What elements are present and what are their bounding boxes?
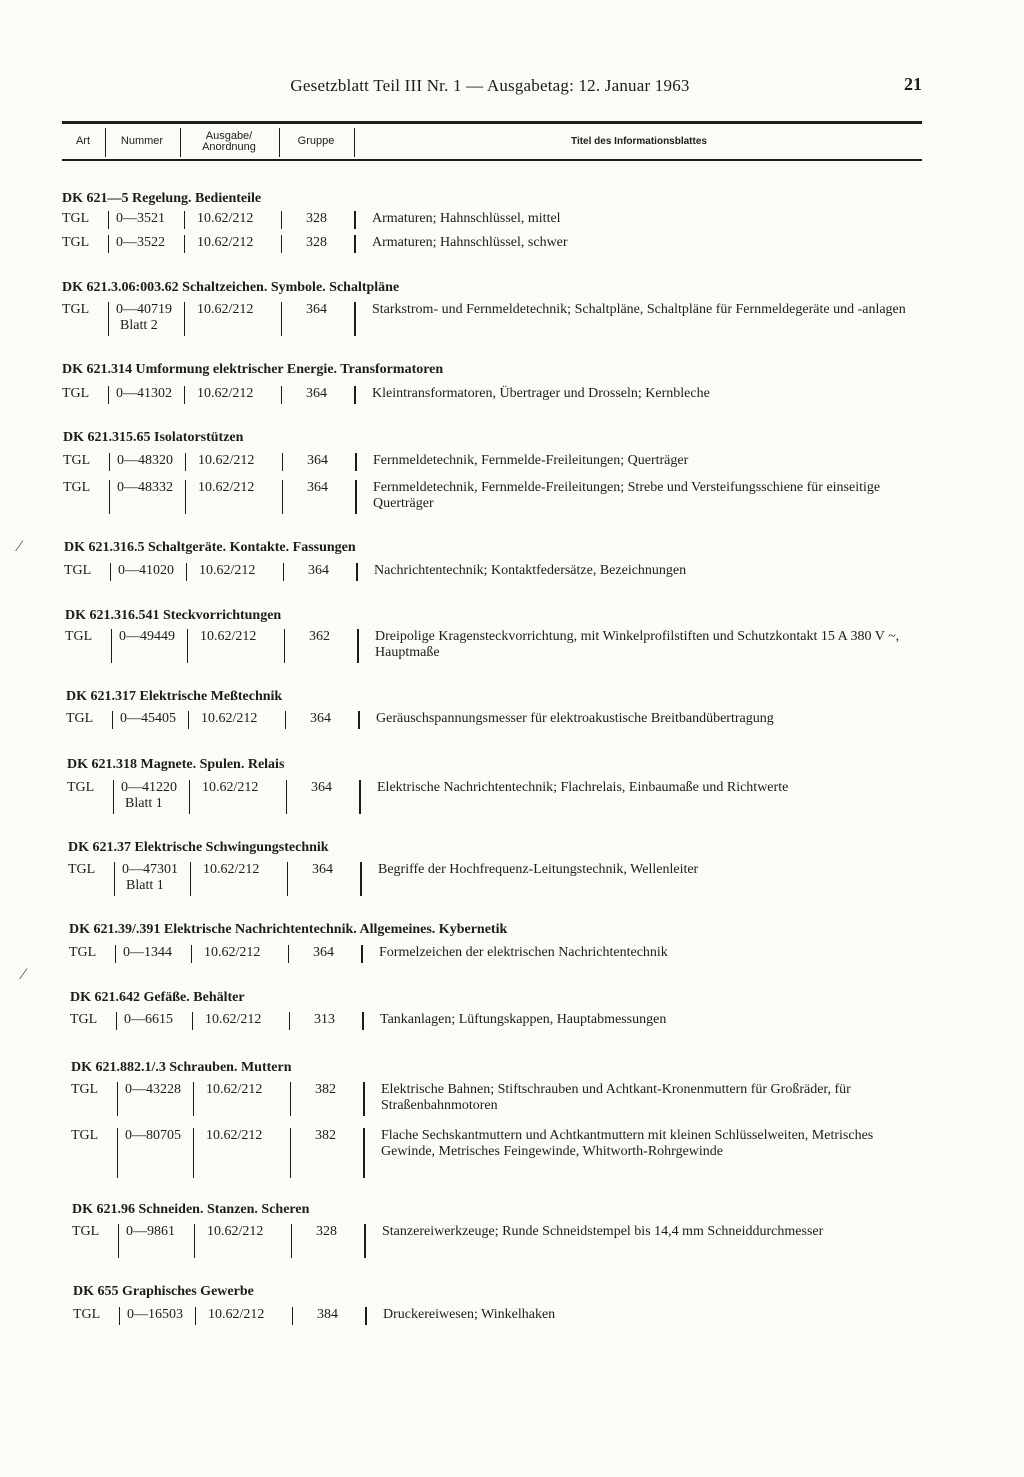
cell-art: TGL xyxy=(70,1012,98,1027)
cell-nummer-value: 0—16503 xyxy=(127,1307,183,1322)
cell-art: TGL xyxy=(69,945,97,960)
table-row xyxy=(0,386,1024,404)
table-row xyxy=(0,1082,1024,1116)
cell-ausgabe: 10.62/212 xyxy=(206,1128,263,1143)
cell-nummer xyxy=(125,1082,181,1098)
column-header-art: Art xyxy=(75,135,91,147)
cell-gruppe: 382 xyxy=(315,1128,336,1143)
cell-ausgabe: 10.62/212 xyxy=(198,480,255,495)
row-separator xyxy=(108,211,109,229)
cell-gruppe: 382 xyxy=(315,1082,336,1097)
cell-nummer xyxy=(116,235,165,251)
row-separator xyxy=(281,302,282,336)
row-separator xyxy=(112,711,113,729)
row-separator xyxy=(286,780,287,814)
cell-nummer xyxy=(117,453,173,469)
section-heading: DK 621.37 Elektrische Schwingungstechnik xyxy=(68,840,329,855)
cell-nummer-value: 0—41302 xyxy=(116,386,172,401)
column-separator xyxy=(354,128,355,157)
row-separator xyxy=(365,1307,367,1325)
row-separator xyxy=(355,480,357,514)
cell-nummer-value: 0—9861 xyxy=(126,1224,175,1239)
cell-nummer-value: 0—47301 xyxy=(122,862,178,877)
row-separator xyxy=(119,1307,120,1325)
row-separator xyxy=(185,453,186,471)
row-separator xyxy=(113,780,114,814)
row-separator xyxy=(355,453,357,471)
table-row xyxy=(0,1224,1024,1258)
cell-art: TGL xyxy=(62,211,90,226)
cell-ausgabe: 10.62/212 xyxy=(197,211,254,226)
row-separator xyxy=(117,1128,118,1178)
section-heading: DK 621.318 Magnete. Spulen. Relais xyxy=(67,757,285,772)
cell-ausgabe: 10.62/212 xyxy=(200,629,257,644)
row-separator xyxy=(194,1224,195,1258)
table-row xyxy=(0,1307,1024,1325)
cell-title: Starkstrom- und Fernmeldetechnik; Schaltpläne, Schaltpläne für Fernmeldegeräte und -anlagen xyxy=(372,302,906,317)
cell-nummer xyxy=(125,1128,181,1144)
row-separator xyxy=(191,945,192,963)
cell-ausgabe: 10.62/212 xyxy=(207,1224,264,1239)
row-separator xyxy=(184,211,185,229)
section-heading: DK 621.96 Schneiden. Stanzen. Scheren xyxy=(72,1202,310,1217)
cell-title: Kleintransformatoren, Übertrager und Drosseln; Kernbleche xyxy=(372,386,710,401)
column-header-ausgabe-line1: Ausgabe/ xyxy=(205,129,253,142)
cell-title: Druckereiwesen; Winkelhaken xyxy=(383,1307,556,1322)
row-separator xyxy=(188,711,189,729)
row-separator xyxy=(184,386,185,404)
table-row xyxy=(0,211,1024,229)
cell-ausgabe: 10.62/212 xyxy=(199,563,256,578)
cell-nummer xyxy=(127,1307,183,1323)
cell-title: Tankanlagen; Lüftungskappen, Hauptabmessungen xyxy=(380,1012,667,1027)
cell-nummer xyxy=(122,862,178,894)
section-heading: DK 621.882.1/.3 Schrauben. Muttern xyxy=(71,1060,292,1075)
row-separator xyxy=(109,453,110,471)
cell-nummer xyxy=(124,1012,173,1028)
row-separator xyxy=(192,1012,193,1030)
row-separator xyxy=(287,862,288,896)
cell-nummer xyxy=(118,563,174,579)
cell-gruppe: 328 xyxy=(306,235,327,250)
row-separator xyxy=(284,629,285,663)
row-separator xyxy=(358,711,360,729)
cell-nummer xyxy=(116,211,165,227)
column-header-gruppe: Gruppe xyxy=(297,135,335,147)
row-separator xyxy=(356,563,358,581)
cell-art: TGL xyxy=(62,386,90,401)
cell-nummer-value: 0—1344 xyxy=(123,945,172,960)
cell-art: TGL xyxy=(71,1128,99,1143)
row-separator xyxy=(108,235,109,253)
cell-gruppe: 364 xyxy=(312,862,333,877)
header-rule-bottom xyxy=(62,159,922,161)
table-row xyxy=(0,1012,1024,1030)
cell-art: TGL xyxy=(71,1082,99,1097)
cell-nummer-value: 0—43228 xyxy=(125,1082,181,1097)
section-heading: DK 621—5 Regelung. Bedienteile xyxy=(62,191,262,206)
row-separator xyxy=(281,386,282,404)
row-separator xyxy=(292,1307,293,1325)
column-header-ausgabe-line2: Anordnung xyxy=(202,140,256,153)
row-separator xyxy=(187,629,188,663)
row-separator xyxy=(193,1082,194,1116)
row-separator xyxy=(118,1224,119,1258)
margin-mark: ⁄ xyxy=(22,966,25,983)
cell-title: Geräuschspannungsmesser für elektroakustische Breitbandübertragung xyxy=(376,711,774,726)
row-separator xyxy=(117,1082,118,1116)
cell-gruppe: 364 xyxy=(311,780,332,795)
row-separator xyxy=(281,235,282,253)
row-separator xyxy=(357,629,359,663)
cell-gruppe: 364 xyxy=(306,386,327,401)
cell-nummer-value: 0—3522 xyxy=(116,235,165,250)
table-row xyxy=(0,711,1024,729)
column-header-ausgabe xyxy=(181,124,277,159)
row-separator xyxy=(290,1082,291,1116)
cell-ausgabe: 10.62/212 xyxy=(205,1012,262,1027)
row-separator xyxy=(289,1012,290,1030)
cell-nummer-value: 0—41220 xyxy=(121,780,177,795)
cell-nummer-value: 0—41020 xyxy=(118,563,174,578)
cell-gruppe: 328 xyxy=(306,211,327,226)
column-header-titel: Titel des Informationsblattes xyxy=(571,136,707,147)
section-heading: DK 655 Graphisches Gewerbe xyxy=(73,1284,254,1299)
row-separator xyxy=(283,563,284,581)
cell-nummer-value: 0—49449 xyxy=(119,629,175,644)
row-separator xyxy=(114,862,115,896)
row-separator xyxy=(364,1224,366,1258)
cell-nummer xyxy=(119,629,175,645)
row-separator xyxy=(190,862,191,896)
row-separator xyxy=(193,1128,194,1178)
cell-nummer-blatt: Blatt 1 xyxy=(125,796,163,811)
row-separator xyxy=(184,235,185,253)
page-header-title: Gesetzblatt Teil III Nr. 1 — Ausgabetag: 12. Januar 1963 xyxy=(290,76,690,95)
cell-ausgabe: 10.62/212 xyxy=(201,711,258,726)
row-separator xyxy=(184,302,185,336)
cell-gruppe: 362 xyxy=(309,629,330,644)
column-header-nummer: Nummer xyxy=(120,135,164,147)
cell-ausgabe: 10.62/212 xyxy=(208,1307,265,1322)
cell-nummer-value: 0—48332 xyxy=(117,480,173,495)
cell-nummer-value: 0—3521 xyxy=(116,211,165,226)
cell-title: Formelzeichen der elektrischen Nachrichtentechnik xyxy=(379,945,668,960)
cell-art: TGL xyxy=(72,1224,100,1239)
cell-gruppe: 364 xyxy=(307,480,328,495)
cell-art: TGL xyxy=(62,235,90,250)
section-heading: DK 621.39/.391 Elektrische Nachrichtentechnik. Allgemeines. Kybernetik xyxy=(69,922,508,937)
cell-title: Flache Sechskantmuttern und Achtkantmuttern mit kleinen Schlüsselweiten, Metrisches Gewinde, Metrisches Feingewinde, Whitworth-Rohrgewinde xyxy=(381,1128,874,1159)
table-row xyxy=(0,563,1024,581)
table-row xyxy=(0,235,1024,253)
cell-nummer xyxy=(120,711,176,727)
cell-ausgabe: 10.62/212 xyxy=(197,302,254,317)
section-heading: DK 621.314 Umformung elektrischer Energie. Transformatoren xyxy=(62,362,444,377)
row-separator xyxy=(363,1082,365,1116)
row-separator xyxy=(186,563,187,581)
cell-art: TGL xyxy=(68,862,96,877)
cell-title: Armaturen; Hahnschlüssel, mittel xyxy=(372,211,561,226)
cell-gruppe: 384 xyxy=(317,1307,338,1322)
row-separator xyxy=(361,945,363,963)
cell-nummer-value: 0—48320 xyxy=(117,453,173,468)
cell-title: Armaturen; Hahnschlüssel, schwer xyxy=(372,235,568,250)
row-separator xyxy=(110,563,111,581)
cell-nummer-value: 0—80705 xyxy=(125,1128,181,1143)
cell-gruppe: 364 xyxy=(308,563,329,578)
cell-nummer-value: 0—45405 xyxy=(120,711,176,726)
cell-title: Stanzereiwerkzeuge; Runde Schneidstempel bis 14,4 mm Schneiddurchmesser xyxy=(382,1224,824,1239)
section-heading: DK 621.642 Gefäße. Behälter xyxy=(70,990,245,1005)
page-number: 21 xyxy=(904,74,922,94)
cell-title: Elektrische Nachrichtentechnik; Flachrelais, Einbaumaße und Richtwerte xyxy=(377,780,789,795)
margin-mark: ⁄ xyxy=(18,538,21,555)
cell-art: TGL xyxy=(64,563,92,578)
cell-nummer-blatt: Blatt 1 xyxy=(126,878,164,893)
cell-ausgabe: 10.62/212 xyxy=(203,862,260,877)
cell-gruppe: 364 xyxy=(306,302,327,317)
cell-nummer xyxy=(123,945,172,961)
section-heading: DK 621.316.541 Steckvorrichtungen xyxy=(65,608,282,623)
cell-title: Dreipolige Kragensteckvorrichtung, mit Winkelprofilstiften und Schutzkontakt 15 A 380 V ~, Hauptmaße xyxy=(375,629,900,660)
row-separator xyxy=(116,1012,117,1030)
row-separator xyxy=(108,386,109,404)
cell-nummer xyxy=(116,386,172,402)
row-separator xyxy=(189,780,190,814)
row-separator xyxy=(290,1128,291,1178)
row-separator xyxy=(195,1307,196,1325)
cell-gruppe: 328 xyxy=(316,1224,337,1239)
row-separator xyxy=(111,629,112,663)
cell-title: Fernmeldetechnik, Fernmelde-Freileitungen; Strebe und Versteifungsschiene für einseitige Querträger xyxy=(373,480,881,511)
table-row xyxy=(0,780,1024,814)
row-separator xyxy=(363,1128,365,1178)
table-row xyxy=(0,453,1024,471)
table-row xyxy=(0,945,1024,963)
table-row xyxy=(0,629,1024,663)
cell-art: TGL xyxy=(62,302,90,317)
row-separator xyxy=(354,386,356,404)
row-separator xyxy=(285,711,286,729)
row-separator xyxy=(185,480,186,514)
cell-art: TGL xyxy=(73,1307,101,1322)
cell-ausgabe: 10.62/212 xyxy=(204,945,261,960)
row-separator xyxy=(115,945,116,963)
cell-title: Nachrichtentechnik; Kontaktfedersätze, Bezeichnungen xyxy=(374,563,687,578)
cell-title: Begriffe der Hochfrequenz-Leitungstechnik, Wellenleiter xyxy=(378,862,699,877)
cell-ausgabe: 10.62/212 xyxy=(202,780,259,795)
cell-gruppe: 364 xyxy=(307,453,328,468)
row-separator xyxy=(281,211,282,229)
cell-gruppe: 364 xyxy=(313,945,334,960)
cell-art: TGL xyxy=(65,629,93,644)
cell-nummer-value: 0—6615 xyxy=(124,1012,173,1027)
row-separator xyxy=(360,862,362,896)
cell-title: Elektrische Bahnen; Stiftschrauben und Achtkant-Kronenmuttern für Großräder, für Straßenbahnmotoren xyxy=(381,1082,851,1113)
cell-gruppe: 313 xyxy=(314,1012,335,1027)
section-heading: DK 621.3.06:003.62 Schaltzeichen. Symbole. Schaltpläne xyxy=(62,280,400,295)
section-heading: DK 621.316.5 Schaltgeräte. Kontakte. Fassungen xyxy=(64,540,356,555)
section-heading: DK 621.317 Elektrische Meßtechnik xyxy=(66,689,283,704)
table-row xyxy=(0,1128,1024,1178)
cell-art: TGL xyxy=(66,711,94,726)
cell-ausgabe: 10.62/212 xyxy=(197,386,254,401)
cell-nummer xyxy=(116,302,172,334)
row-separator xyxy=(354,211,356,229)
cell-ausgabe: 10.62/212 xyxy=(198,453,255,468)
cell-nummer-value: 0—40719 xyxy=(116,302,172,317)
table-row xyxy=(0,480,1024,514)
cell-title: Fernmeldetechnik, Fernmelde-Freileitungen; Querträger xyxy=(373,453,689,468)
table-row xyxy=(0,302,1024,336)
cell-nummer xyxy=(126,1224,175,1240)
row-separator xyxy=(288,945,289,963)
row-separator xyxy=(291,1224,292,1258)
cell-ausgabe: 10.62/212 xyxy=(206,1082,263,1097)
row-separator xyxy=(282,480,283,514)
cell-art: TGL xyxy=(67,780,95,795)
cell-nummer xyxy=(121,780,177,812)
cell-art: TGL xyxy=(63,453,91,468)
row-separator xyxy=(362,1012,364,1030)
section-heading: DK 621.315.65 Isolatorstützen xyxy=(63,430,244,445)
row-separator xyxy=(359,780,361,814)
cell-ausgabe: 10.62/212 xyxy=(197,235,254,250)
cell-nummer-blatt: Blatt 2 xyxy=(120,318,158,333)
cell-art: TGL xyxy=(63,480,91,495)
row-separator xyxy=(354,302,356,336)
row-separator xyxy=(354,235,356,253)
cell-gruppe: 364 xyxy=(310,711,331,726)
cell-nummer xyxy=(117,480,173,496)
row-separator xyxy=(108,302,109,336)
table-row xyxy=(0,862,1024,896)
row-separator xyxy=(282,453,283,471)
row-separator xyxy=(109,480,110,514)
